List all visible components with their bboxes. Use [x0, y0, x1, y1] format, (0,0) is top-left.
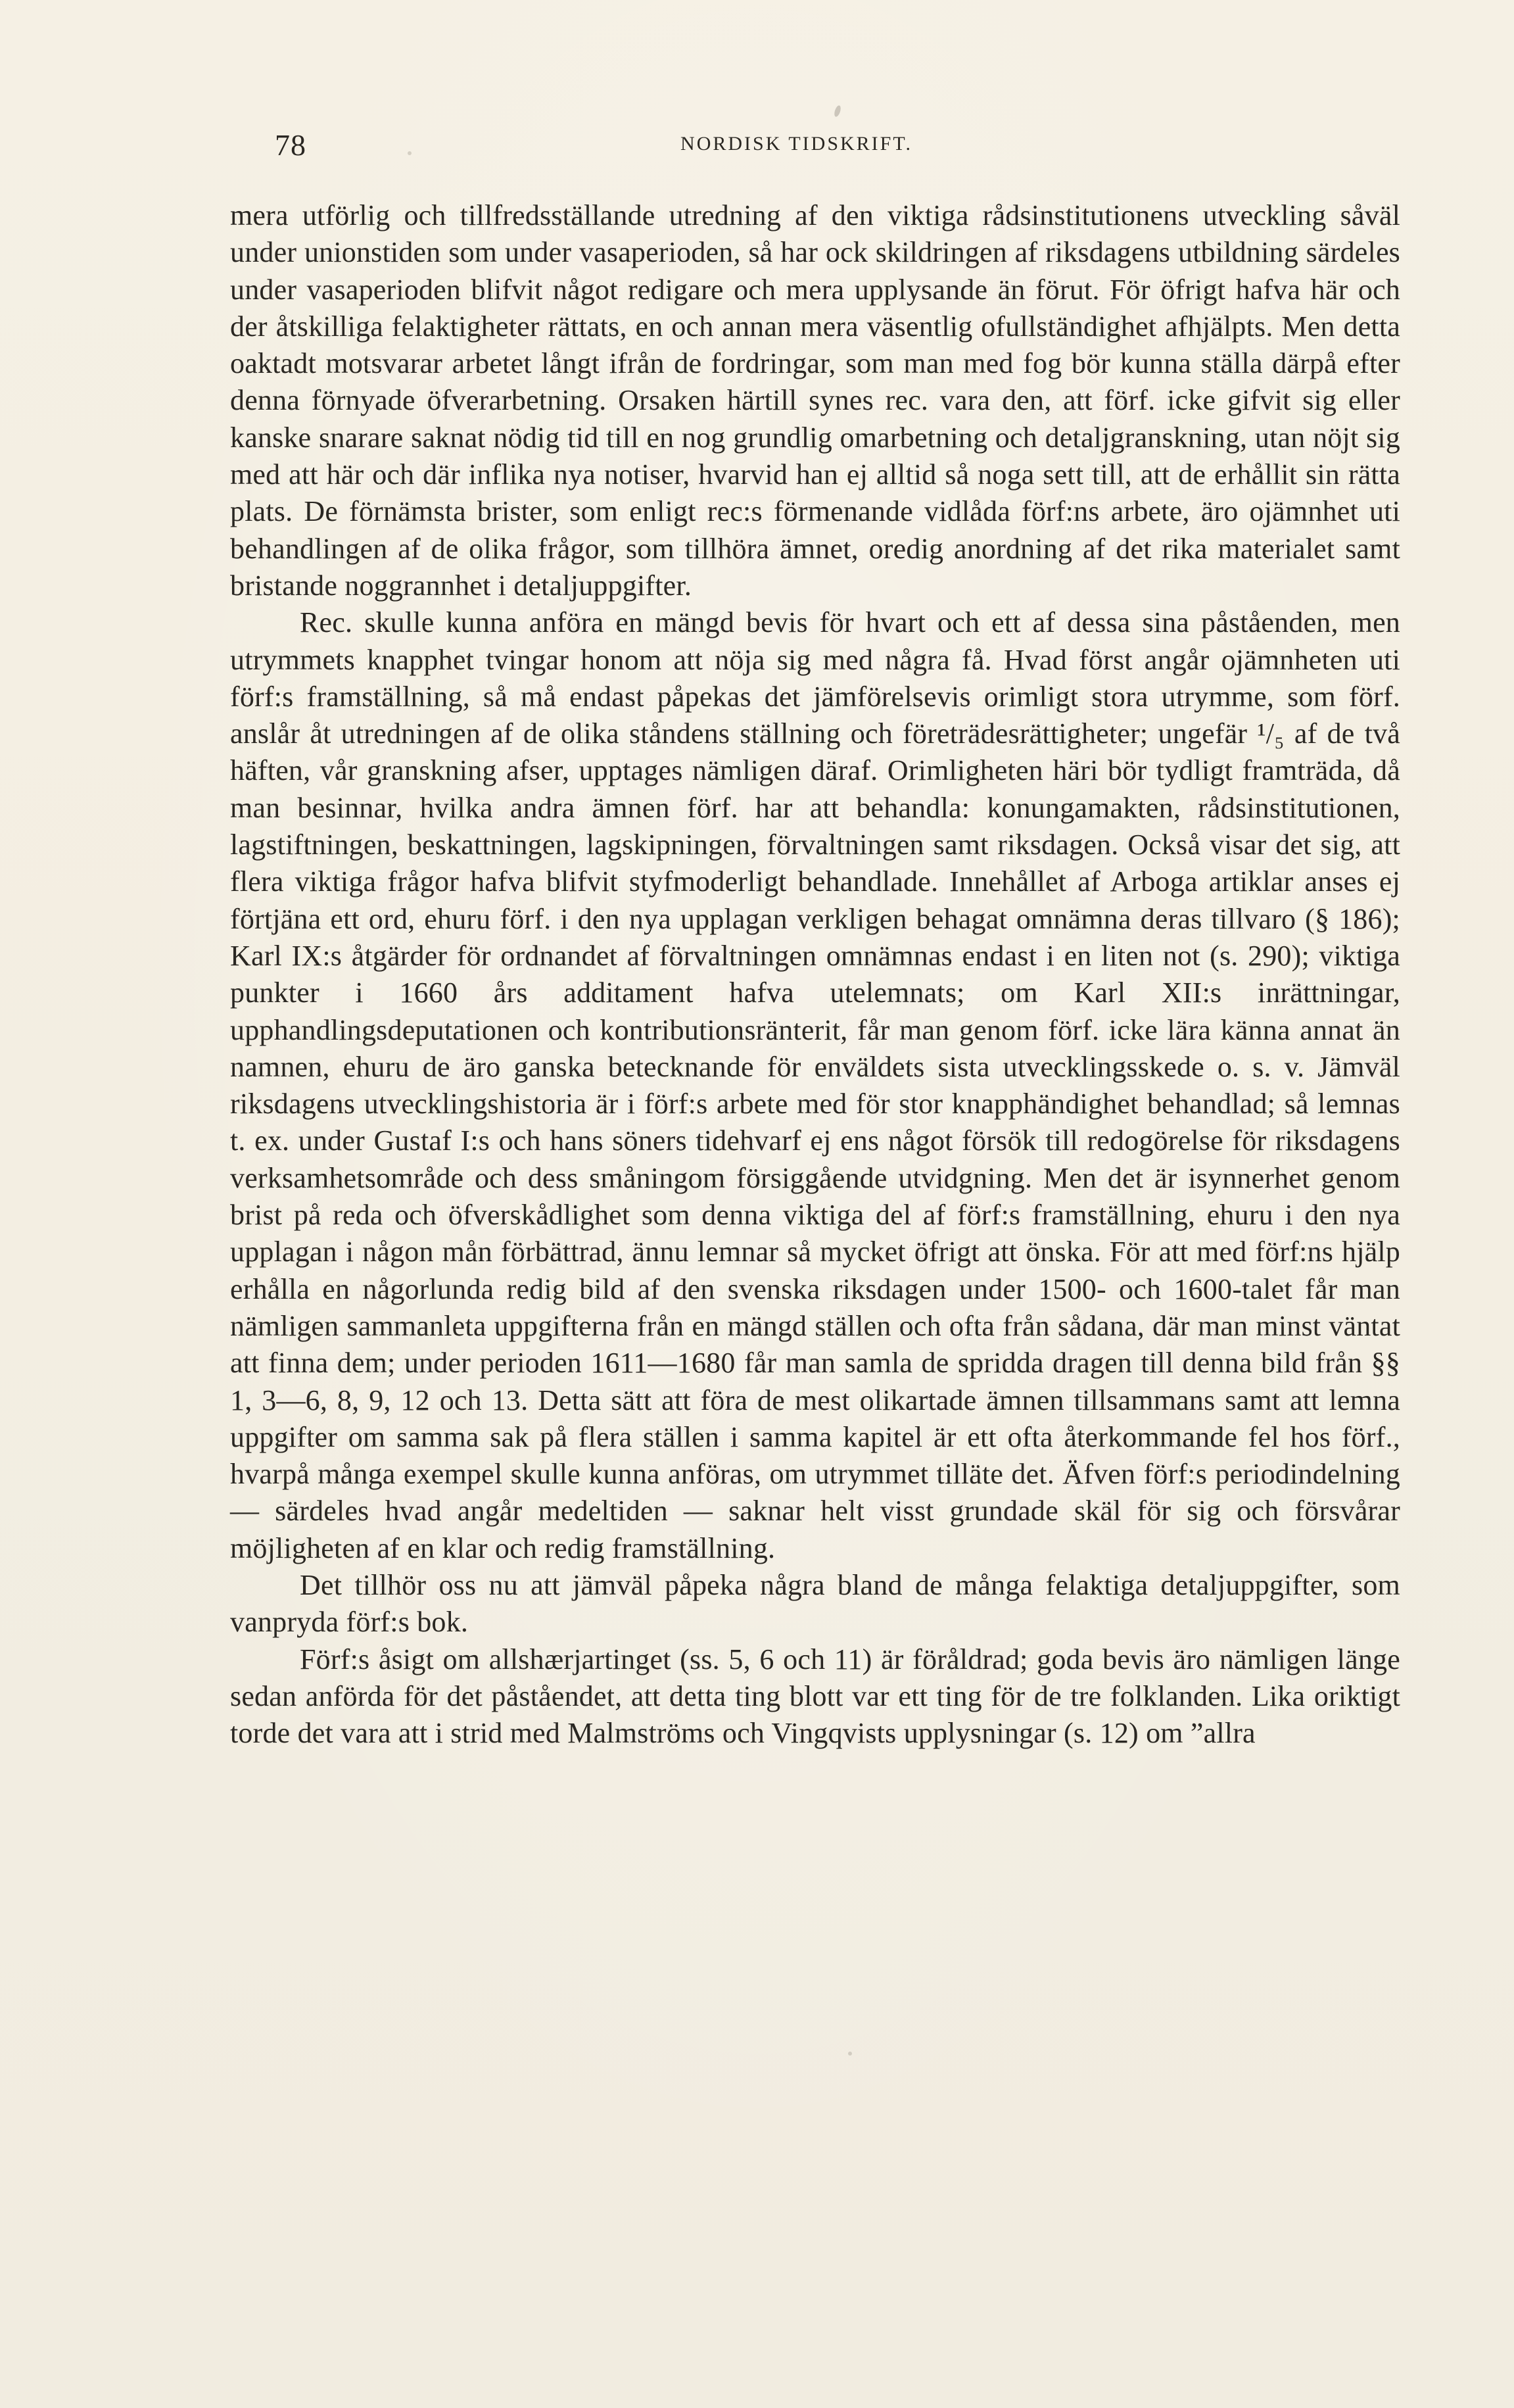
page-number: 78	[275, 128, 306, 162]
page-header	[230, 128, 1363, 174]
paragraph-4: Förf:s åsigt om allshærjartinget (ss. 5, 6 och 11) är föråldrad; goda bevis äro nämligen länge sedan anförda för det påståendet, att detta ting blott var ett ting för de tre folklanden. Lika oriktigt torde det vara att i strid med Malmströms och Vingqvists upplysningar (s. 12) om ”allra	[230, 1643, 1400, 1750]
body-text	[230, 197, 1400, 1752]
paragraph-2: Rec. skulle kunna anföra en mängd bevis för hvart och ett af dessa sina påståenden, men utrymmets knapphet tvingar honom att nöja sig med några få. Hvad först angår ojämnheten uti förf:s framställning, så må endast påpekas det jämförelsevis orimligt stora utrymme, som förf. anslår åt utredningen af de olika ståndens ställning och företrädesrättigheter; ungefär ¹/₅ af de två häften, vår granskning afser, upptages nämligen däraf. Orimligheten häri bör tydligt framträda, då man besinnar, hvilka andra ämnen förf. har att behandla: konungamakten, rådsinstitutionen, lagstiftningen, beskattningen, lagskipningen, förvaltningen samt riksdagen. Också visar det sig, att flera viktiga frågor hafva blifvit styfmoderligt behandlade. Innehållet af Arboga artiklar anses ej förtjäna ett ord, ehuru förf. i den nya upplagan verkligen behagat omnämna deras tillvaro (§ 186); Karl IX:s åtgärder för ordnandet af förvaltningen omnämnas endast i en liten not (s. 290); viktiga punkter i 1660 års additament hafva utelemnats; om Karl XII:s inrättningar, upphandlingsdeputationen och kontributionsränterit, får man genom förf. icke lära känna annat än namnen, ehuru de äro ganska betecknande för enväldets sista utvecklingsskede o. s. v. Jämväl riksdagens utvecklingshistoria är i förf:s arbete med för stor knapphändighet behandlad; så lemnas t. ex. under Gustaf I:s och hans söners tidehvarf ej ens något försök till redogörelse för riksdagens verksamhetsområde och dess småningom försiggående utvidgning. Men det är isynnerhet genom brist på reda och öfverskådlighet som denna viktiga del af förf:s framställning, ehuru i den nya upplagan i någon mån förbättrad, ännu lemnar så mycket öfrigt att önska. För att med förf:ns hjälp erhålla en någorlunda redig bild af den svenska riksdagen under 1500- och 1600-talet får man nämligen sammanleta uppgifterna från en mängd ställen och ofta från sådana, där man minst väntat att finna dem; under perioden 1611—1680 får man samla de spridda dragen till denna bild från §§ 1, 3—6, 8, 9, 12 och 13. Detta sätt att föra de mest olikartade ämnen tillsammans samt att lemna uppgifter om samma sak på flera ställen i samma kapitel är ett ofta återkommande fel hos förf., hvarpå många exempel skulle kunna anföras, om utrymmet tilläte det. Äfven förf:s periodindelning — särdeles hvad angår medeltiden — saknar helt visst grundade skäl för sig och försvårar möjligheten af en klar och redig framställning.	[230, 606, 1400, 1564]
paper-speck	[848, 2052, 852, 2056]
ink-mark	[833, 105, 841, 118]
running-head: NORDISK TIDSKRIFT.	[680, 133, 912, 155]
paragraph-1: mera utförlig och tillfredsställande utredning af den viktiga rådsinstitutionens utveckling såväl under unionstiden som under vasaperioden, så har ock skildringen af riksdagens utbildning särdeles under vasaperioden blifvit något redigare och mera upplysande än förut. För öfrigt hafva här och der åtskilliga felaktigheter rättats, en och annan mera väsentlig ofullständighet afhjälpts. Men detta oaktadt motsvarar arbetet långt ifrån de fordringar, som man med fog bör kunna ställa därpå efter denna förnyade öfverarbetning. Orsaken härtill synes rec. vara den, att förf. icke gifvit sig eller kanske snarare saknat nödig tid till en nog grundlig omarbetning och detaljgranskning, utan nöjt sig med att här och där inflika nya notiser, hvarvid han ej alltid så noga sett till, att de erhållit sin rätta plats. De förnämsta brister, som enligt rec:s förmenande vidlåda förf:ns arbete, äro ojämnhet uti behandlingen af de olika frågor, som tillhöra ämnet, oredig anordning af det rika materialet samt bristande noggrannhet i detaljuppgifter.	[230, 199, 1400, 602]
paragraph-3: Det tillhör oss nu att jämväl påpeka några bland de många felaktiga detaljuppgifter, som vanpryda förf:s bok.	[230, 1568, 1400, 1639]
